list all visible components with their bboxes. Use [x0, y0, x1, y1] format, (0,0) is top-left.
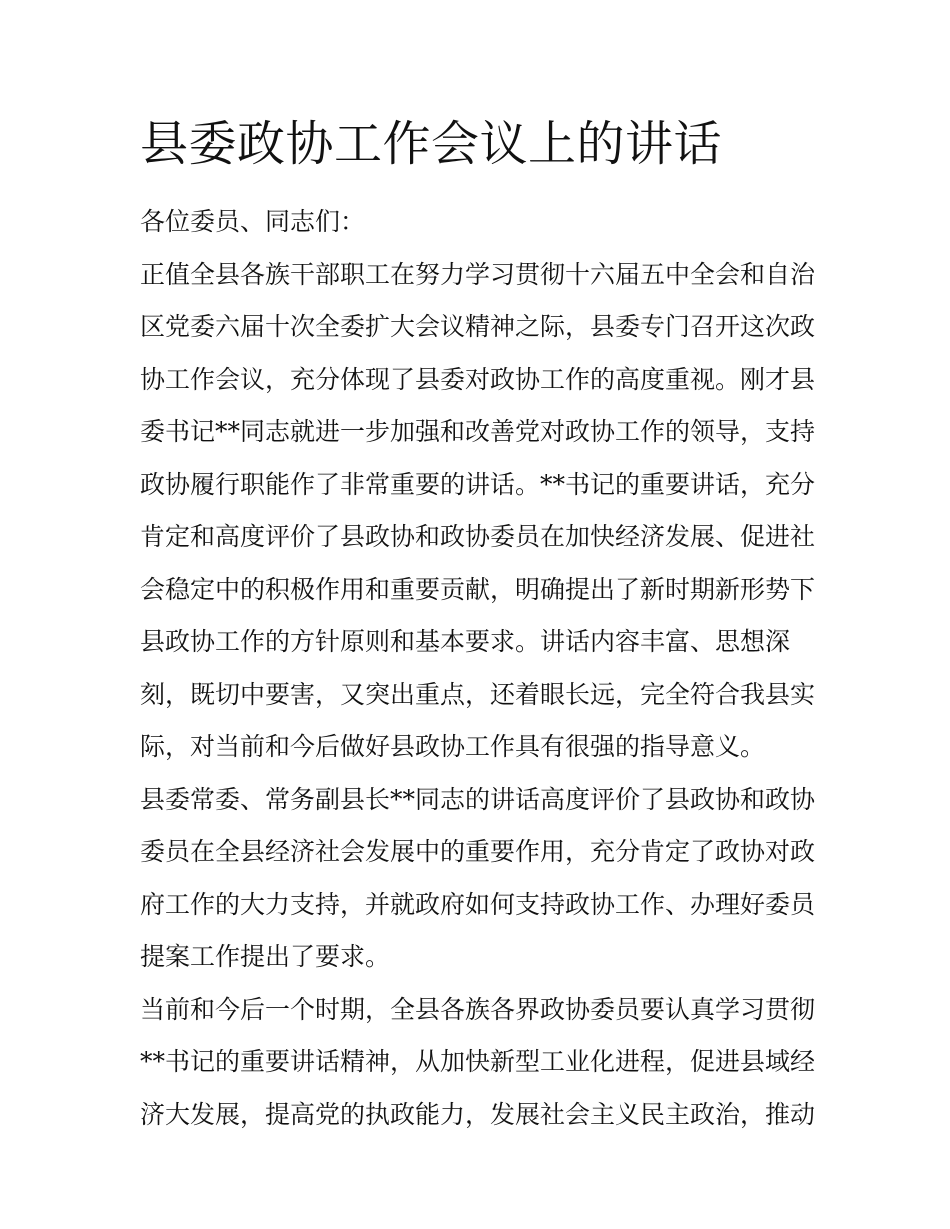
- paragraph-1: [140, 249, 820, 774]
- salutation: 各位委员、同志们：: [140, 207, 366, 236]
- paragraph-line: 协工作会议，充分体现了县委对政协工作的高度重视。刚才县: [140, 364, 816, 394]
- paragraph-2: [140, 774, 820, 984]
- paragraph-line: 会稳定中的积极作用和重要贡献，明确提出了新时期新形势下: [140, 574, 816, 604]
- paragraph-line: **书记的重要讲话精神，从加快新型工业化进程，促进县域经: [140, 1047, 816, 1076]
- document-body: [140, 196, 820, 1141]
- paragraph-line: 当前和今后一个时期，全县各族各界政协委员要认真学习贯彻: [140, 994, 816, 1024]
- paragraph-line: 委书记**同志就进一步加强和改善党对政协工作的领导，支持: [140, 417, 816, 446]
- paragraph-line: 政协履行职能作了非常重要的讲话。**书记的重要讲话，充分: [140, 469, 816, 499]
- paragraph-line: 际，对当前和今后做好县政协工作具有很强的指导意义。: [140, 732, 766, 761]
- paragraph-line: 县委常委、常务副县长**同志的讲话高度评价了县政协和政协: [140, 784, 816, 814]
- document-title: 县委政协工作会议上的讲话: [140, 116, 723, 172]
- paragraph-3: [140, 984, 820, 1142]
- paragraph-line: 委员在全县经济社会发展中的重要作用，充分肯定了政协对政: [140, 837, 816, 866]
- paragraph-line: 府工作的大力支持，并就政府如何支持政协工作、办理好委员: [140, 889, 816, 919]
- paragraph-line: 肯定和高度评价了县政协和政协委员在加快经济发展、促进社: [140, 522, 816, 551]
- paragraph-line: 正值全县各族干部职工在努力学习贯彻十六届五中全会和自治: [140, 259, 816, 289]
- paragraph-line: 济大发展，提高党的执政能力，发展社会主义民主政治，推动: [140, 1099, 816, 1129]
- paragraph-line: 区党委六届十次全委扩大会议精神之际，县委专门召开这次政: [140, 312, 816, 341]
- paragraph-line: 县政协工作的方针原则和基本要求。讲话内容丰富、思想深: [140, 627, 791, 656]
- paragraph-line: 刻，既切中要害，又突出重点，还着眼长远，完全符合我县实: [140, 679, 816, 709]
- paragraph-line: 提案工作提出了要求。: [140, 942, 391, 971]
